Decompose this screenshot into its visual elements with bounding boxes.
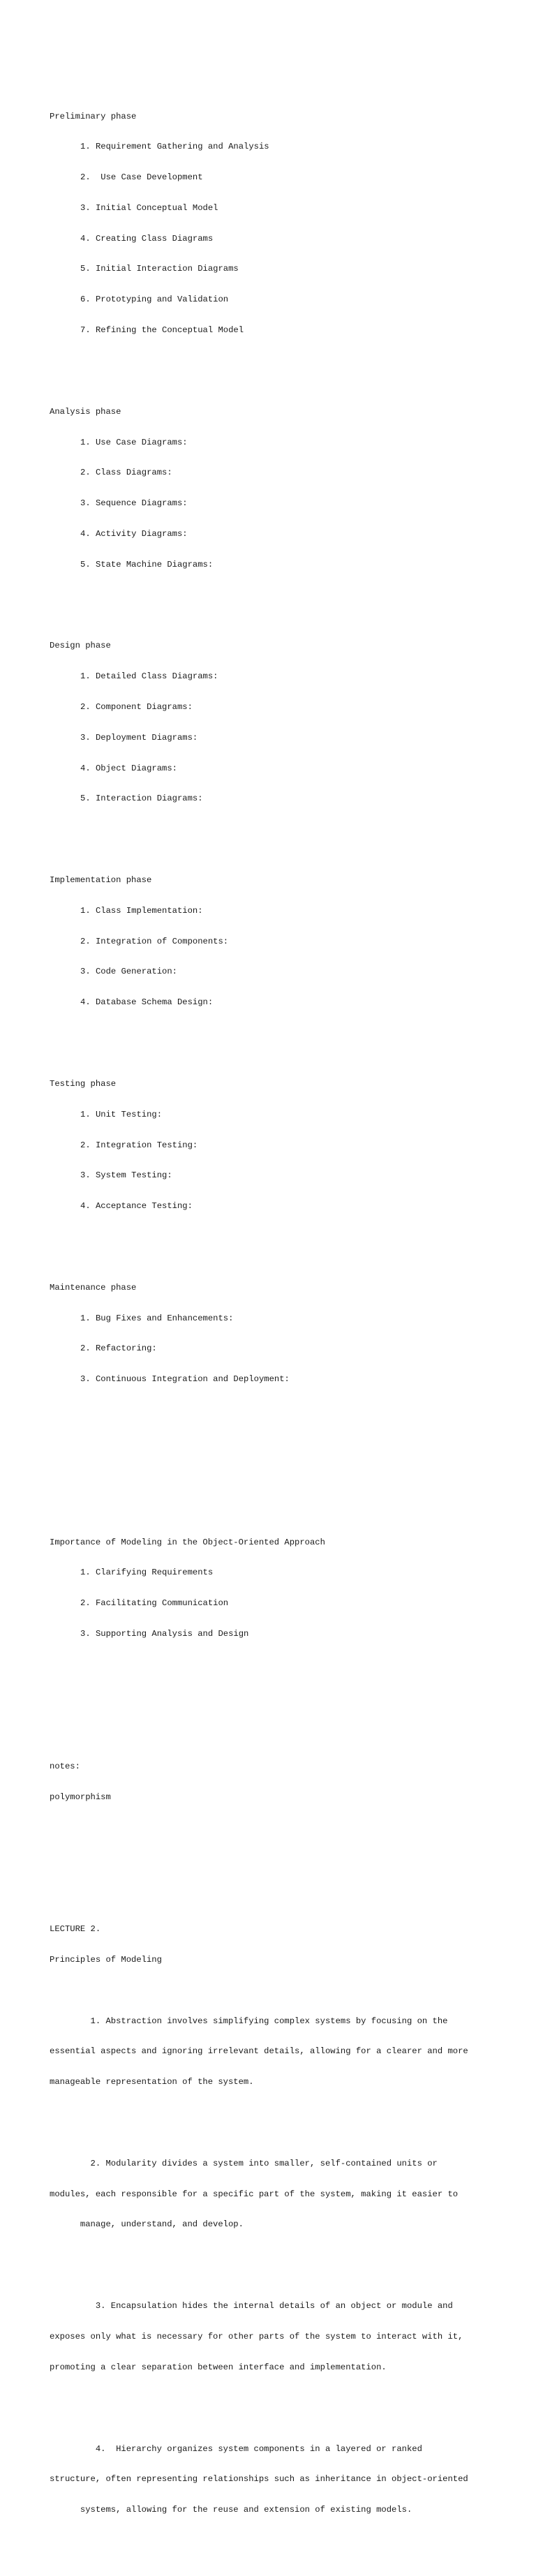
list-item: 4. Acceptance Testing: — [80, 1201, 193, 1212]
phase-section — [50, 620, 524, 824]
list-item: 2. Use Case Development — [80, 172, 203, 183]
phase-title: Implementation phase — [50, 875, 152, 886]
phase-section — [50, 91, 524, 355]
list-item: 7. Refining the Conceptual Model — [80, 325, 244, 336]
list-item: 5. State Machine Diagrams: — [80, 559, 214, 569]
list-item: 3. Continuous Integration and Deployment: — [80, 1374, 290, 1385]
list-item: 3. Code Generation: — [80, 967, 177, 977]
phase-section — [50, 1263, 524, 1405]
paragraph-line: structure, often representing relationships such as inheritance in object-oriented — [50, 2474, 468, 2485]
list-item: 1. Clarifying Requirements — [80, 1568, 214, 1578]
list-item: 3. Supporting Analysis and Design — [80, 1629, 249, 1639]
list-item: 2. Refactoring: — [80, 1343, 157, 1354]
principle-paragraph — [50, 1995, 524, 2108]
list-item: 6. Prototyping and Validation — [80, 295, 229, 305]
paragraph-line: 3. Encapsulation hides the internal details of an object or module and — [50, 2301, 453, 2311]
paragraph-line: exposes only what is necessary for other parts of the system to interact with it, — [50, 2332, 463, 2342]
paragraph-line: manageable representation of the system. — [50, 2077, 254, 2087]
list-item: 3. Deployment Diagrams: — [80, 732, 198, 743]
spacer — [50, 1466, 524, 1477]
lecture-title: LECTURE 2. — [50, 1924, 101, 1935]
lecture-subtitle: Principles of Modeling — [50, 1955, 162, 1965]
list-item: 4. Activity Diagrams: — [80, 528, 188, 539]
notes-section — [50, 1741, 524, 1823]
phase-title: Analysis phase — [50, 406, 121, 417]
paragraph-line: essential aspects and ignoring irrelevant details, allowing for a clearer and more — [50, 2046, 468, 2057]
list-item: 1. Bug Fixes and Enhancements: — [80, 1313, 234, 1323]
paragraph-line: modules, each responsible for a specific part of the system, making it easier to — [50, 2189, 459, 2199]
phase-section — [50, 1059, 524, 1232]
spacer — [50, 1853, 524, 1863]
phase-title: Maintenance phase — [50, 1282, 137, 1293]
principle-paragraph — [50, 2281, 524, 2393]
list-item: 2. Component Diagrams: — [80, 702, 193, 712]
list-item: 2. Integration of Components: — [80, 936, 229, 946]
importance-section — [50, 1517, 524, 1660]
paragraph-line: manage, understand, and develop. — [50, 2219, 244, 2230]
list-item: 1. Requirement Gathering and Analysis — [80, 142, 269, 152]
principle-paragraph — [50, 2423, 524, 2536]
paragraph-line: 4. Hierarchy organizes system components in a layered or ranked — [50, 2443, 422, 2454]
list-item: 1. Use Case Diagrams: — [80, 437, 188, 447]
list-item: 3. Sequence Diagrams: — [80, 498, 188, 509]
paragraph-line: 2. Modularity divides a system into smaller, self-contained units or — [50, 2158, 438, 2168]
spacer — [50, 1436, 524, 1446]
list-item: 3. System Testing: — [80, 1170, 172, 1181]
list-item: 3. Initial Conceptual Model — [80, 202, 218, 213]
phase-title: Testing phase — [50, 1078, 117, 1089]
list-item: 1. Class Implementation: — [80, 905, 203, 916]
phase-section — [50, 855, 524, 1028]
list-item: 1. Detailed Class Diagrams: — [80, 671, 218, 682]
list-item: 4. Creating Class Diagrams — [80, 233, 214, 244]
notes-text: polymorphism — [50, 1792, 111, 1802]
paragraph-line: promoting a clear separation between interface and implementation. — [50, 2362, 387, 2372]
section-title: Importance of Modeling in the Object-Oriented Approach — [50, 1537, 325, 1547]
phase-section — [50, 387, 524, 590]
phase-title: Preliminary phase — [50, 111, 137, 121]
list-item: 4. Database Schema Design: — [80, 997, 214, 1008]
list-item: 5. Initial Interaction Diagrams — [80, 264, 239, 274]
principle-paragraph — [50, 2138, 524, 2251]
list-item: 2. Class Diagrams: — [80, 468, 172, 478]
phase-title: Design phase — [50, 641, 111, 651]
list-item: 1. Unit Testing: — [80, 1109, 163, 1119]
list-item: 5. Interaction Diagrams: — [80, 794, 203, 804]
list-item: 4. Object Diagrams: — [80, 763, 177, 773]
document-body — [50, 50, 524, 2576]
paragraph-line: 1. Abstraction involves simplifying complex systems by focusing on the — [50, 2016, 448, 2026]
list-item: 2. Integration Testing: — [80, 1140, 198, 1150]
notes-label: notes: — [50, 1761, 80, 1771]
spacer — [50, 1690, 524, 1701]
lecture-section — [50, 1904, 524, 2556]
list-item: 2. Facilitating Communication — [80, 1598, 229, 1609]
paragraph-line: systems, allowing for the reuse and extension of existing models. — [50, 2505, 412, 2515]
